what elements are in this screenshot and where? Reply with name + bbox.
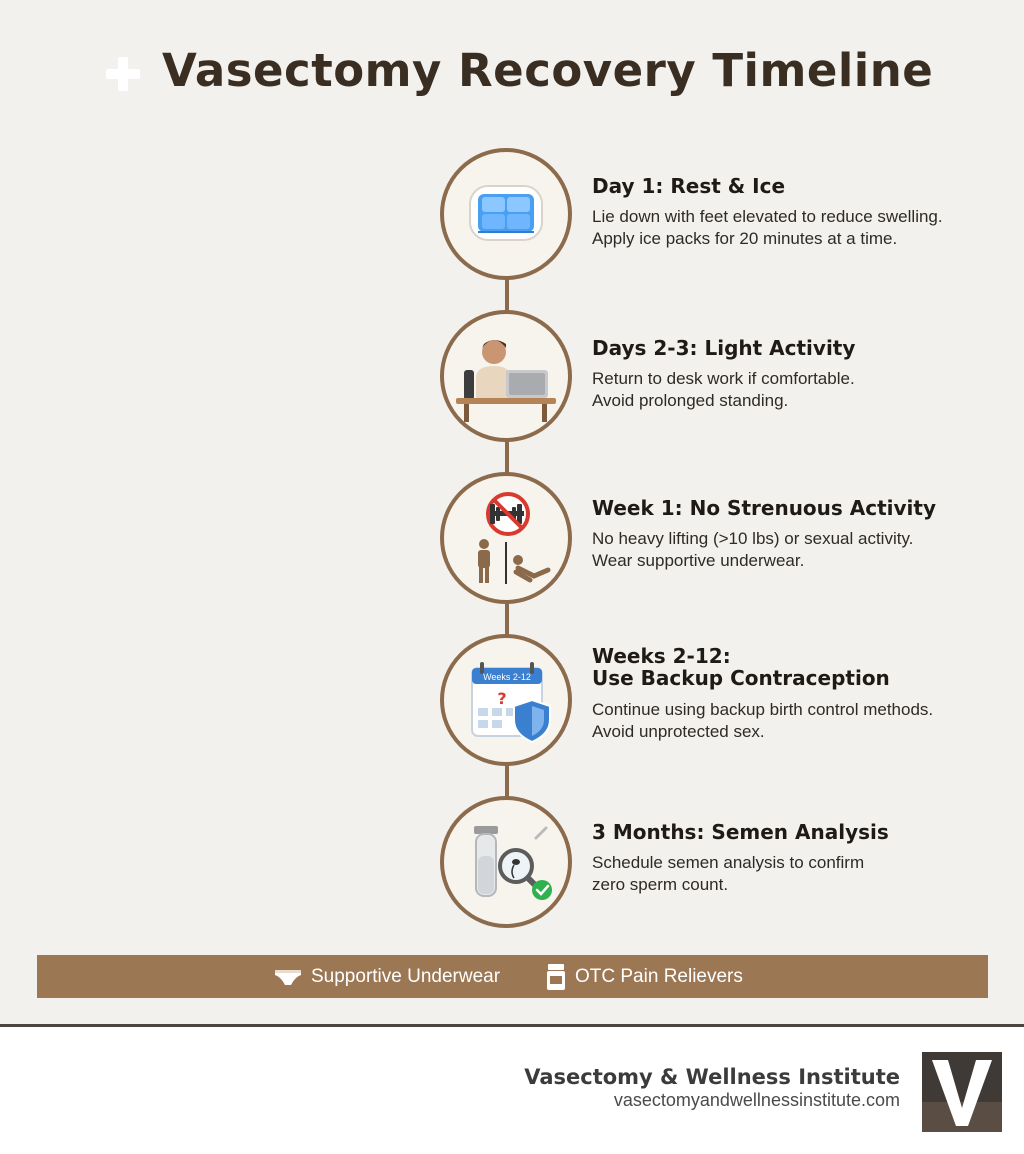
step-title: Week 1: No Strenuous Activity (592, 496, 937, 520)
timeline-step-week-1 (440, 472, 1010, 606)
timeline-step-weeks-2-12 (440, 634, 1010, 768)
v-logo-icon (922, 1052, 1002, 1132)
bar-item-pain-relievers (545, 955, 743, 998)
header (0, 0, 1024, 130)
timeline-step-days-2-3 (440, 310, 1010, 444)
step-title: 3 Months: Semen Analysis (592, 820, 889, 844)
step-description-line: Apply ice packs for 20 minutes at a time. (592, 229, 898, 248)
calendar-shield-icon (440, 634, 572, 766)
brand-name: Vasectomy & Wellness Institute (524, 1065, 900, 1089)
underwear-icon (273, 967, 303, 987)
step-description-line: zero sperm count. (592, 875, 729, 894)
step-title: Day 1: Rest & Ice (592, 174, 786, 198)
bar-item-label: OTC Pain Relievers (575, 965, 743, 987)
plus-icon (106, 57, 140, 91)
bar-item-label: Supportive Underwear (311, 965, 501, 987)
step-title-line-1: Weeks 2-12: (592, 644, 731, 668)
step-description-line: Avoid prolonged standing. (592, 391, 789, 410)
svg-text:?: ? (497, 689, 507, 708)
step-description-line: Schedule semen analysis to confirm (592, 853, 865, 872)
step-description-line: Continue using backup birth control methods. (592, 700, 934, 719)
step-title: Days 2-3: Light Activity (592, 336, 856, 360)
essentials-bar (37, 955, 988, 998)
desk-work-icon (440, 310, 572, 442)
step-description-line: No heavy lifting (>10 lbs) or sexual activity. (592, 529, 914, 548)
step-description-line: Lie down with feet elevated to reduce swelling. (592, 207, 943, 226)
no-lifting-icon (440, 472, 572, 604)
step-description-line: Wear supportive underwear. (592, 551, 805, 570)
timeline-step-day-1 (440, 148, 1010, 282)
footer (0, 1027, 1024, 1154)
step-description-line: Avoid unprotected sex. (592, 722, 765, 741)
timeline-step-3-months (440, 796, 1010, 930)
semen-analysis-icon (440, 796, 572, 928)
calendar-label: Weeks 2-12 (483, 672, 531, 682)
step-title-line-2: Use Backup Contraception (592, 666, 890, 690)
brand-url[interactable]: vasectomyandwellnessinstitute.com (613, 1090, 900, 1110)
page-title: Vasectomy Recovery Timeline (162, 44, 934, 97)
ice-pack-pillow-icon (440, 148, 572, 280)
bar-item-underwear (273, 955, 500, 998)
step-description-line: Return to desk work if comfortable. (592, 369, 855, 388)
pill-bottle-icon (545, 963, 567, 991)
